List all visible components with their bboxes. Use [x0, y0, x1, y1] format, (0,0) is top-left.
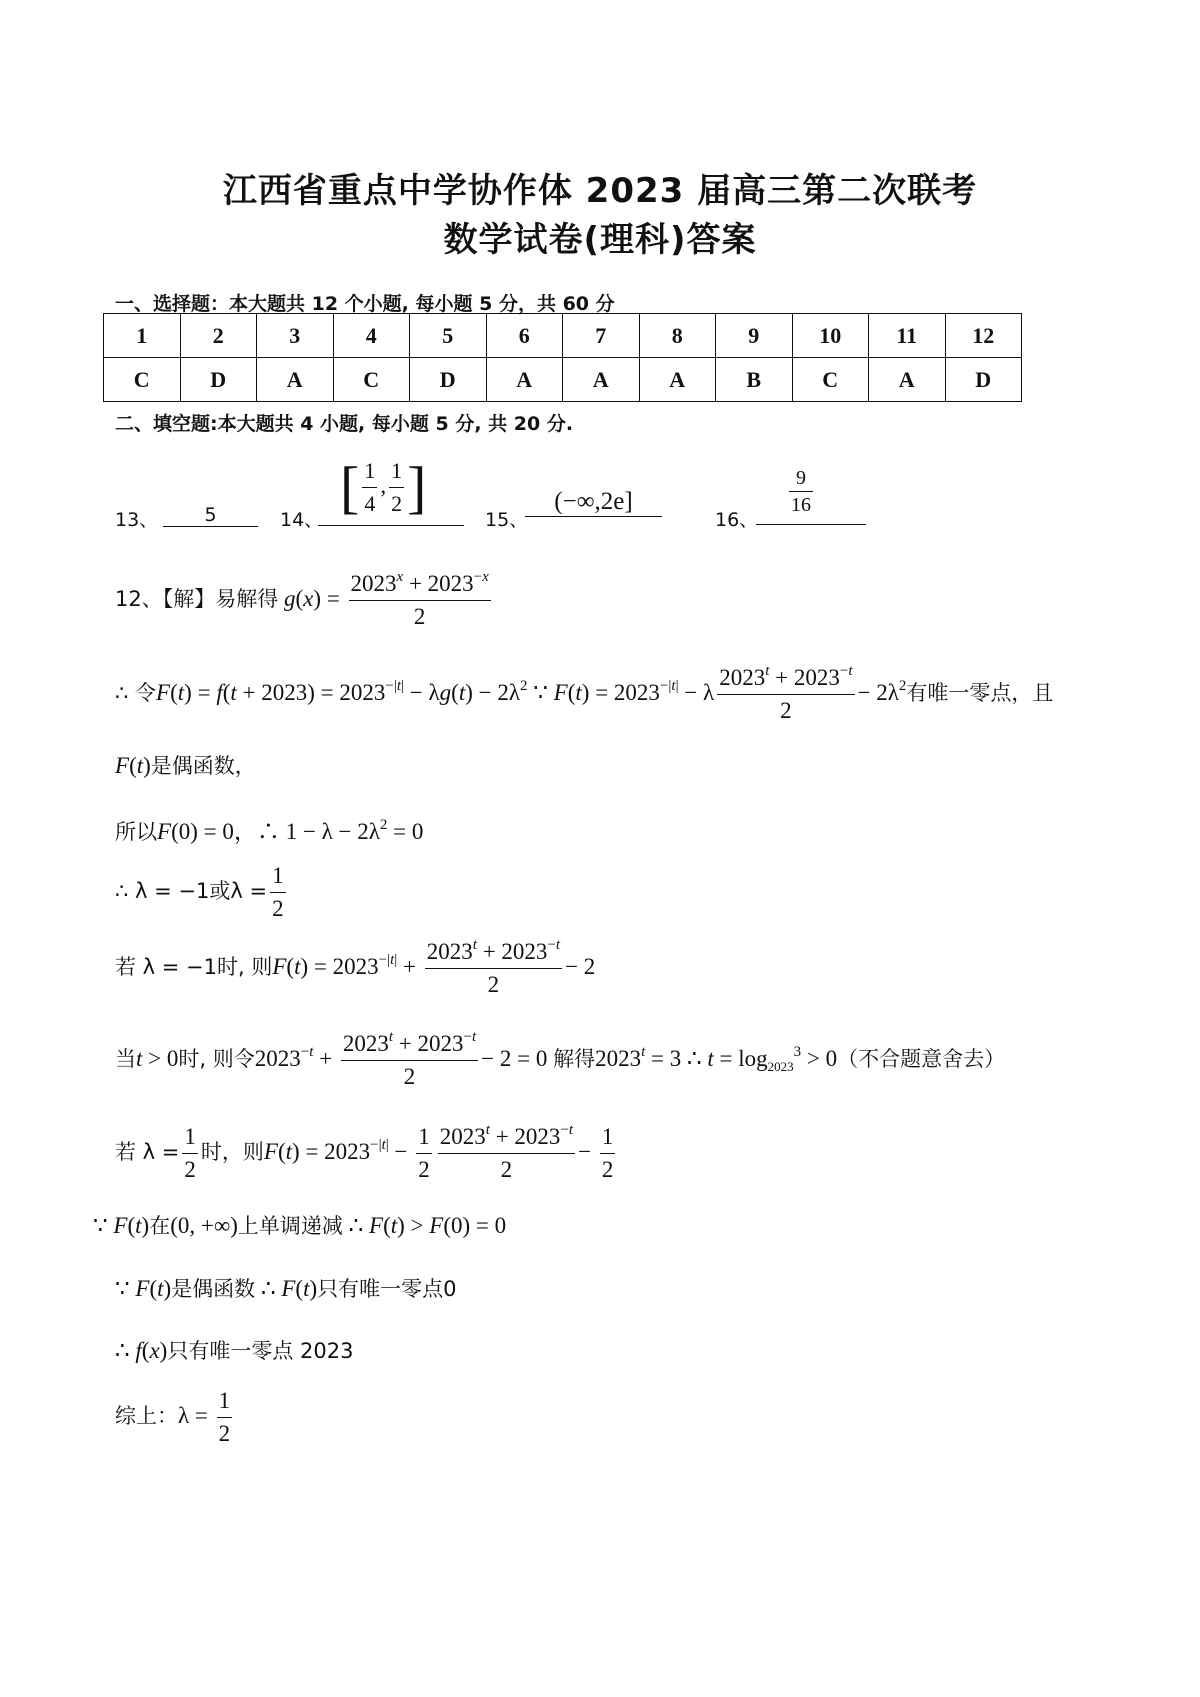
answer-cell: A: [563, 358, 640, 402]
q13-label: 13、: [115, 509, 159, 531]
answer-cell: A: [486, 358, 563, 402]
question-number: 12: [945, 314, 1022, 358]
solution-line-unique-zero: ∵ F(t)是偶函数 ∴ F(t)只有唯一零点0: [115, 1276, 457, 1301]
question-number: 3: [257, 314, 334, 358]
section-multiple-choice-heading: 一、选择题：本大题共 12 个小题, 每小题 5 分，共 60 分: [115, 293, 615, 315]
answer-cell: D: [180, 358, 257, 402]
answer-cell: A: [869, 358, 946, 402]
solution-line-F0: 所以F(0) = 0，∴ $1 - \lambda - 2\lambda^2 = 0$: [115, 817, 424, 844]
q14-answer: [ $\frac{1}{4}$ , $\frac{1}{2}$ ]: [318, 455, 464, 526]
solution-line-case2: 若 λ = $\frac{1}{2}$ 时，则$F(t) = 2023^{-|t|}$ − $\frac{1}{2}$ $\frac{2023^t + 2023^{-t}}{2}$ − $\frac{1}{2}$: [115, 1122, 614, 1182]
question-number: 1: [104, 314, 181, 358]
answer-cell: B: [716, 358, 793, 402]
answer-cell: C: [104, 358, 181, 402]
solution-line-f-zero: ∴ f(x)只有唯一零点 2023: [115, 1338, 354, 1363]
exam-subtitle: 数学试卷(理科)答案: [443, 220, 757, 260]
section-fill-in-heading: 二、填空题:本大题共 4 小题, 每小题 5 分, 共 20 分.: [115, 413, 574, 435]
answer-table: [103, 313, 1022, 402]
exam-title: 江西省重点中学协作体 2023 届高三第二次联考: [222, 171, 978, 211]
answer-cell: C: [792, 358, 869, 402]
answer-table-answer-row: [104, 358, 1022, 402]
answer-cell: A: [257, 358, 334, 402]
question-number: 2: [180, 314, 257, 358]
q16-label: 16、: [715, 509, 759, 531]
q13-answer: 5: [163, 504, 258, 527]
solution-line-case1-solve: 当t > 0时, 则令$2023^{-t}$ + $\frac{2023^t + 2023^{-t}}{2}$ − 2 = 0 解得$2023^t = 3$ ∴ $t = \log_{2023}^3 > 0$（不合题意舍去）: [115, 1029, 1006, 1089]
question-number: 11: [869, 314, 946, 358]
question-number: 9: [716, 314, 793, 358]
question-number: 8: [639, 314, 716, 358]
question-number: 6: [486, 314, 563, 358]
question-number: 7: [563, 314, 640, 358]
question-number: 4: [333, 314, 410, 358]
answer-table-header-row: [104, 314, 1022, 358]
q15-label: 15、: [485, 509, 529, 531]
q14-label: 14、: [280, 509, 324, 531]
solution-line-define-F: ∴ 令$F(t) = f(t + 2023) = 2023^{-|t|} - \lambda g(t) - 2\lambda^2$ ∵ $F(t) = 2023^{-|t|} - \lambda$ $\frac{2023^t + 2023^{-t}}{2}$ − $2\lambda^2$有唯一零点，且: [115, 663, 1054, 723]
q15-answer: (−∞,2e]: [525, 488, 662, 517]
solution-line-decreasing: ∵ F(t)在(0, +∞)上单调递减 ∴ F(t) > F(0) = 0: [93, 1213, 507, 1238]
solution-conclusion: 综上：λ = $\frac{1}{2}$: [115, 1385, 235, 1450]
q16-answer: $\frac{9}{16}$: [756, 465, 866, 525]
solution-line-case1: 若 λ = −1时, 则$F(t) = 2023^{-|t|}$ + $\frac{2023^t + 2023^{-t}}{2}$ − 2: [115, 937, 596, 997]
solution-line-lambda: ∴ λ = −1或λ = $\frac{1}{2}$: [115, 860, 289, 925]
answer-cell: D: [410, 358, 487, 402]
answer-cell: D: [945, 358, 1022, 402]
answer-cell: C: [333, 358, 410, 402]
question-number: 10: [792, 314, 869, 358]
question-number: 5: [410, 314, 487, 358]
answer-cell: A: [639, 358, 716, 402]
solution-line-even: F(t)是偶函数，: [115, 753, 256, 778]
solution-intro: 12、【解】易解得 g(x) = $\frac{2023^x + 2023^{-x}}{2}$: [115, 569, 489, 629]
